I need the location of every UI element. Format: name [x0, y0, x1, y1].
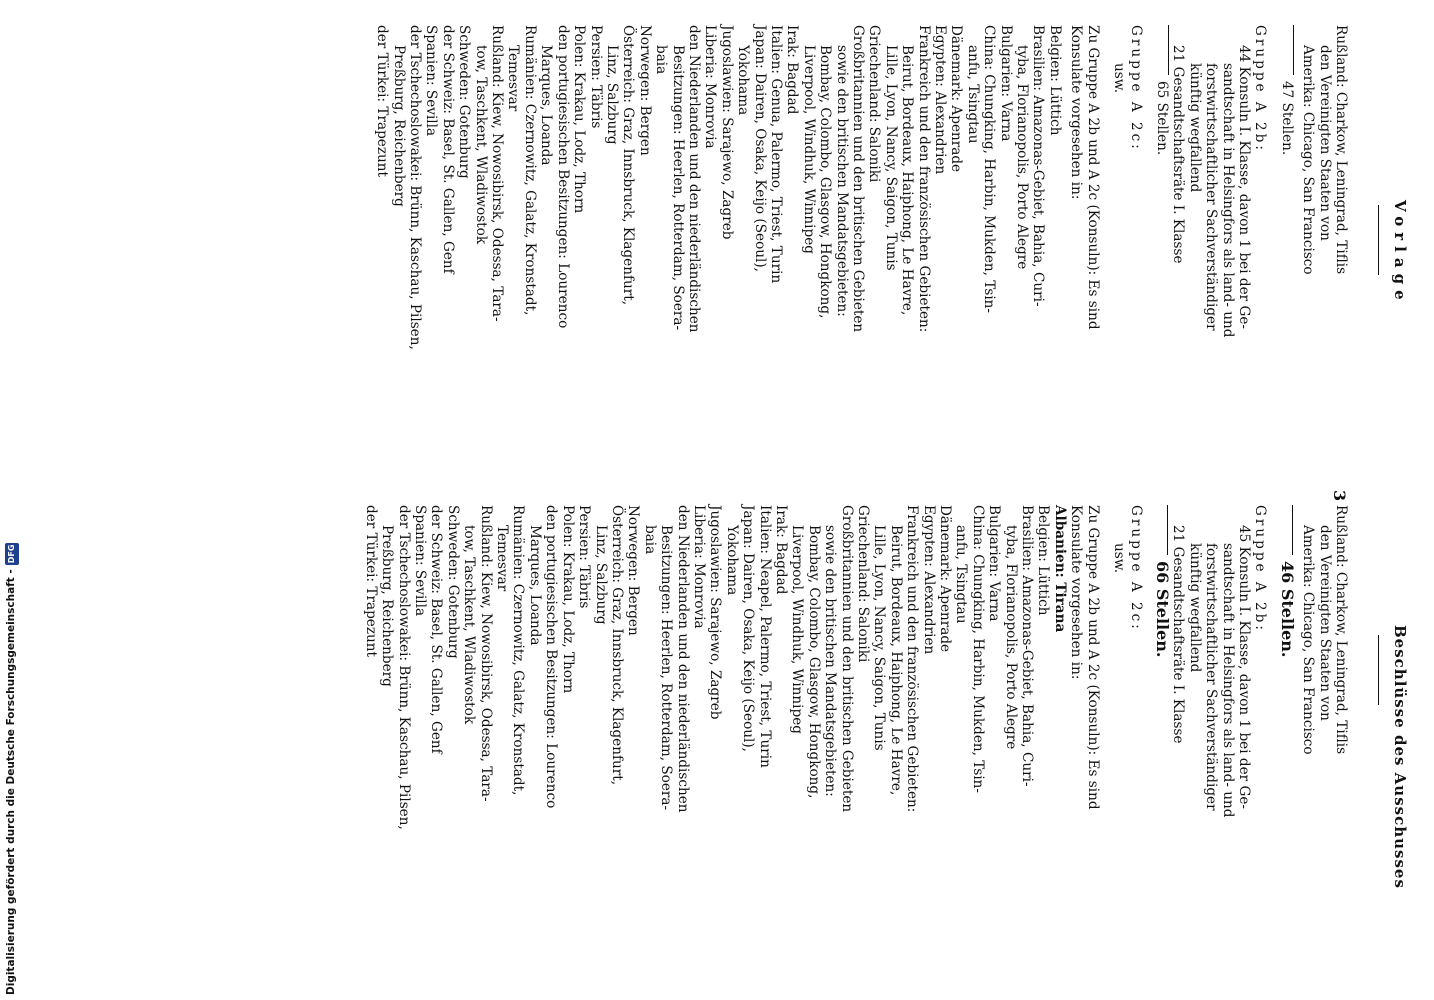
right-heading-rule [1378, 635, 1379, 705]
left-consulate-line: Schweden: Gotenburg [456, 25, 473, 179]
left-consulate-line: Brasilien: Amazonas-Gebiet, Bahia, Curi- [1030, 25, 1047, 307]
right-consulate-line: Schweden: Gotenburg [444, 505, 461, 659]
left-consulate-line: anfu, Tsingtau [964, 45, 981, 144]
right-consulate-line: Bombay, Colombo, Glasgow, Hongkong, [805, 525, 822, 799]
right-albanien-entry: Albanien: Tirana [1051, 505, 1068, 633]
right-zu-gruppe: Konsulate vorgesehen in: [1068, 505, 1085, 680]
left-column [374, 25, 1349, 480]
right-a2b-line: 45 Konsuln I. Klasse, davon 1 bei der Ge- [1235, 525, 1252, 809]
right-consulate-line: Lille, Lyon, Nancy, Saigon, Tunis [871, 525, 888, 751]
right-consulate-line: Italien: Neapel, Palermo, Triest, Turin [756, 505, 773, 768]
right-consulate-line: Preßburg, Reichenberg [379, 525, 396, 687]
right-count-1-text: 46 Stellen. [1277, 561, 1297, 658]
left-a2b-line: 44 Konsuln I. Klasse, davon 1 bei der Ge- [1235, 45, 1252, 329]
right-intro-line: den Vereinigten Staaten von [1316, 525, 1333, 721]
left-zu-gruppe: Konsulate vorgesehen in: [1068, 25, 1085, 200]
left-consulate-line: baia [653, 45, 670, 75]
right-consulate-line: der Tschechoslowakei: Brünn, Kaschau, Pilsen, [395, 505, 412, 830]
right-consulate-line: tyba, Florianopolis, Porto Alegre [1002, 525, 1019, 750]
left-consulate-line: Griechenland: Saloniki [866, 25, 883, 183]
dfg-logo-icon: DFG [5, 543, 19, 566]
left-consulate-line: Jugoslawien: Sarajewo, Zagreb [718, 25, 735, 240]
right-consulate-line: Marques, Loanda [526, 525, 543, 646]
right-consulate-line: Großbritannien und den britischen Gebieten [838, 505, 855, 813]
right-column-heading: Beschlüsse des Ausschusses [1391, 625, 1409, 889]
left-consulate-line: Italien: Genua, Palermo, Triest, Turin [768, 25, 784, 284]
page-number: 3 [1330, 490, 1349, 502]
left-consulate-line: den Niederlanden und den niederländischen [685, 25, 702, 333]
left-consulate-line: sowie den britischen Mandatsgebieten: [833, 45, 850, 317]
left-consulate-line: Egypten: Alexandrien [932, 25, 949, 175]
left-consulate-line: Rußland: Kiew, Nowosibirsk, Odessa, Tara- [489, 25, 506, 322]
left-consulate-line: Liverpool, Windhuk, Winnipeg [800, 45, 817, 254]
credit-text: Digitalisierung gefördert durch die Deutsche Forschungsgemeinschaft - [5, 569, 17, 995]
right-consulate-line: den portugiesischen Besitzungen: Lourenco [543, 505, 560, 809]
left-a2b-line: forstwirtschaftlicher Sachverständiger [1203, 63, 1220, 331]
left-consulate-line: Spanien: Sevilla [423, 25, 440, 137]
left-heading-rule [1378, 205, 1379, 275]
right-consulate-line: den Niederlanden und den niederländischen [674, 505, 691, 813]
left-consulate-line: Rumänien: Czernowitz, Galatz, Kronstadt, [521, 25, 538, 316]
left-consulate-line: Frankreich und den französischen Gebieten: [915, 25, 932, 333]
left-consulate-line: Besitzungen: Heerlen, Rotterdam, Soera- [669, 45, 686, 331]
right-consulate-line: baia [641, 525, 658, 555]
left-consulate-line: Bombay, Colombo, Glasgow, Hongkong, [817, 45, 834, 319]
right-zu-gruppe: Zu Gruppe A 2b und A 2c (Konsuln): Es sind [1084, 505, 1101, 810]
left-consulate-line: Großbritannien und den britischen Gebieten [850, 25, 867, 333]
left-a2b-line: künftig wegfallend [1186, 63, 1203, 193]
left-consulate-line: Linz, Salzburg [603, 45, 620, 145]
right-consulate-line: Liberia: Monrovia [690, 505, 707, 629]
left-consulate-line: Temesvar [505, 45, 522, 112]
left-a2b-line: sandtschaft in Helsingfors als land- und [1219, 63, 1236, 338]
left-usw: usw. [1111, 63, 1128, 94]
left-intro-line: Amerika: Chicago, San Francisco [1300, 45, 1317, 275]
left-consulate-line: der Tschechoslowakei: Brünn, Kaschau, Pilsen, [407, 25, 424, 350]
right-consulate-line: Japan: Dairen, Osaka, Keijo (Seoul), [740, 505, 757, 752]
left-intro-line: Rußland: Charkow, Leningrad, Tiflis [1333, 25, 1349, 275]
right-a2b-line: künftig wegfallend [1186, 543, 1203, 673]
left-consulate-line: Dänemark: Apenrade [948, 25, 965, 173]
right-count-1 [1277, 505, 1297, 960]
right-consulate-line: Beirut, Bordeaux, Haiphong, Le Havre, [887, 525, 904, 796]
right-group-a2c: Gruppe A 2c: [1127, 505, 1144, 632]
right-consulate-line: Spanien: Sevilla [412, 505, 429, 617]
right-consulate-line: der Schweiz: Basel, St. Gallen, Genf [428, 505, 445, 754]
right-consulate-line: Rumänien: Czernowitz, Galatz, Kronstadt, [510, 505, 527, 796]
left-count-2-text: 65 Stellen. [1153, 81, 1170, 156]
left-consulate-list [374, 25, 1063, 480]
left-count-1-text: 47 Stellen. [1278, 81, 1295, 156]
right-consulate-line: Egypten: Alexandrien [920, 505, 937, 655]
left-consulate-line: Bulgarien: Varna [997, 25, 1014, 142]
left-consulate-line: Marques, Loanda [538, 45, 555, 166]
left-consulate-line: Polen: Krakau, Lodz, Thorn [571, 25, 588, 214]
left-intro-line: den Vereinigten Staaten von [1316, 45, 1333, 241]
right-consulate-line: Dänemark: Apenrade [937, 505, 954, 653]
left-a2b-line: 21 Gesandtschaftsräte I. Klasse [1170, 45, 1187, 264]
right-consulate-line: Belgien: Lüttich [1035, 505, 1052, 616]
left-consulate-line: Norwegen: Bergen [636, 25, 653, 156]
left-consulate-line: Persien: Täbris [587, 25, 604, 129]
left-consulate-line: Lille, Lyon, Nancy, Saigon, Tunis [882, 45, 899, 271]
left-consulate-line: der Türkei: Trapezunt [374, 25, 391, 177]
right-consulate-line: tow, Taschkent, Wladiwostok [461, 525, 478, 725]
right-consulate-line: Liverpool, Windhuk, Winnipeg [789, 525, 806, 734]
right-consulate-line: Polen: Krakau, Lodz, Thorn [559, 505, 576, 694]
right-consulate-line: der Türkei: Trapezunt [362, 505, 379, 657]
right-consulate-line: Bulgarien: Varna [986, 505, 1003, 622]
left-group-a2c: Gruppe A 2c: [1127, 25, 1144, 152]
right-consulate-line: Besitzungen: Heerlen, Rotterdam, Soera- [658, 525, 675, 811]
right-consulate-line: Yokohama [723, 525, 740, 596]
right-consulate-line: Linz, Salzburg [592, 525, 609, 625]
right-consulate-line: anfu, Tsingtau [953, 525, 970, 624]
right-consulate-line: sowie den britischen Mandatsgebieten: [822, 525, 839, 797]
left-consulate-line: Preßburg, Reichenberg [390, 45, 407, 207]
left-count-2 [1154, 25, 1170, 480]
right-group-a2b: Gruppe A 2b: [1252, 505, 1269, 633]
right-count-2-text: 66 Stellen. [1152, 561, 1172, 658]
left-consulate-line: Irak: Bagdad [784, 25, 801, 115]
left-consulate-line: Beirut, Bordeaux, Haiphong, Le Havre, [899, 45, 916, 316]
right-a2b-line: 21 Gesandtschaftsräte I. Klasse [1170, 525, 1187, 744]
right-a2b-line: sandtschaft in Helsingfors als land- und [1219, 543, 1236, 818]
right-consulate-line: Jugoslawien: Sarajewo, Zagreb [707, 505, 724, 720]
right-consulate-line: Rußland: Kiew, Nowosibirsk, Odessa, Tara- [477, 505, 494, 802]
right-consulate-line: Norwegen: Bergen [625, 505, 642, 636]
right-consulate-list [362, 505, 1051, 960]
right-consulate-line: Griechenland: Saloniki [855, 505, 872, 663]
left-group-a2b: Gruppe A 2b: [1252, 25, 1269, 153]
left-consulate-line: tyba, Florianopolis, Porto Alegre [1014, 45, 1031, 270]
right-column [362, 505, 1349, 960]
left-column-heading: Vorlage [1391, 200, 1409, 306]
right-count-2 [1154, 505, 1170, 960]
right-consulate-line: Irak: Bagdad [773, 505, 789, 595]
right-intro-line: Rußland: Charkow, Leningrad, Tiflis [1333, 505, 1349, 755]
right-a2b-line: forstwirtschaftlicher Sachverständiger [1203, 543, 1220, 811]
left-consulate-line: der Schweiz: Basel, St. Gallen, Genf [439, 25, 456, 274]
left-consulate-line: Japan: Dairen, Osaka, Keijo (Seoul), [751, 25, 768, 272]
digitization-credit [4, 544, 18, 995]
left-consulate-line: Yokohama [735, 45, 752, 116]
right-intro-line: Amerika: Chicago, San Francisco [1300, 525, 1317, 755]
left-consulate-line: Österreich: Graz, Innsbruck, Klagenfurt, [620, 25, 637, 306]
left-zu-gruppe: Zu Gruppe A 2b und A 2c (Konsuln): Es sind [1084, 25, 1101, 330]
left-consulate-line: China: Chungking, Harbin, Mukden, Tsin- [981, 25, 998, 314]
right-consulate-line: Österreich: Graz, Innsbruck, Klagenfurt, [608, 505, 625, 786]
left-consulate-line: tow, Taschkent, Wladiwostok [472, 45, 489, 245]
right-usw: usw. [1111, 543, 1128, 574]
right-consulate-line: Frankreich und den französischen Gebieten: [904, 505, 921, 813]
left-consulate-line: den portugiesischen Besitzungen: Lourenco [554, 25, 571, 329]
left-count-1 [1278, 25, 1294, 480]
right-consulate-line: Temesvar [494, 525, 511, 592]
right-consulate-line: Brasilien: Amazonas-Gebiet, Bahia, Curi- [1019, 505, 1036, 787]
left-consulate-line: Liberia: Monrovia [702, 25, 719, 149]
right-consulate-line: China: Chungking, Harbin, Mukden, Tsin- [969, 505, 986, 794]
left-consulate-line: Belgien: Lüttich [1046, 25, 1063, 136]
right-consulate-line: Persien: Täbris [576, 505, 593, 609]
